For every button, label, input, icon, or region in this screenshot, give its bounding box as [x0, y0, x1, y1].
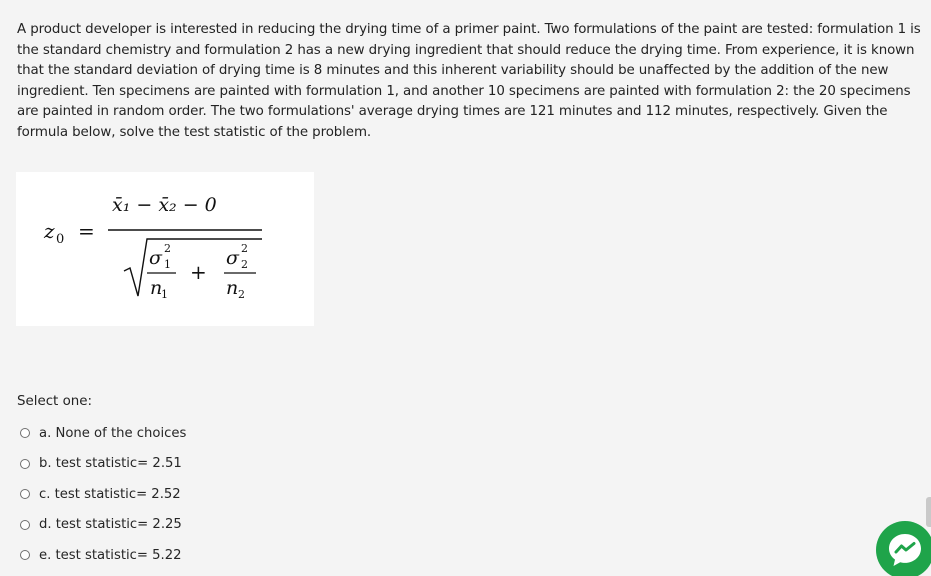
formula-sigma-2: σ — [226, 247, 239, 269]
formula-sigma-2-sub: 2 — [241, 258, 248, 271]
formula-numerator: x̄₁ − x̄₂ − 0 — [112, 194, 217, 216]
option-label[interactable]: d. test statistic= 2.25 — [39, 517, 182, 533]
scrollbar-handle[interactable] — [926, 497, 931, 527]
formula-image — [16, 172, 314, 326]
option-c[interactable] — [20, 479, 186, 510]
radio-unchecked-icon[interactable] — [20, 428, 30, 438]
option-label[interactable]: c. test statistic= 2.52 — [39, 486, 181, 502]
option-label[interactable]: a. None of the choices — [39, 425, 187, 441]
option-label[interactable]: e. test statistic= 5.22 — [39, 547, 182, 563]
radio-unchecked-icon[interactable] — [20, 520, 30, 530]
formula-sigma-1: σ — [149, 247, 162, 269]
formula-equals: = — [78, 219, 95, 243]
question-text: A product developer is interested in reducing the drying time of a primer paint. Two formulations of the paint are tested: formulation 1 is the standard chemistry and formulation 2 has a new drying ingredient that should reduce the drying time. From experience, it is known that the standard deviation of drying time is 8 minutes and this inherent variability should be unaffected by the addition of the new ingredient. Ten specimens are painted with formulation 1, and another 10 specimens are painted with formulation 2: the 20 specimens are painted in random order. The two formulations' average drying times are 121 minutes and 112 minutes, respectively. Given the formula below, solve the test statistic of the problem. — [17, 22, 921, 140]
option-label[interactable]: b. test statistic= 2.51 — [39, 456, 182, 472]
radio-unchecked-icon[interactable] — [20, 459, 30, 469]
answer-options — [20, 418, 186, 571]
option-b[interactable] — [20, 449, 186, 480]
formula-lhs-sub: 0 — [56, 232, 65, 247]
formula-n-1: n — [150, 277, 163, 299]
option-d[interactable] — [20, 510, 186, 541]
formula-sigma-1-sub: 1 — [164, 258, 171, 271]
formula-plus: + — [190, 260, 207, 284]
formula-n-2: n — [226, 277, 239, 299]
radio-unchecked-icon[interactable] — [20, 489, 30, 499]
option-e[interactable] — [20, 540, 186, 571]
test-statistic-formula — [16, 172, 314, 326]
select-one-label: Select one: — [17, 394, 92, 409]
formula-n-1-sub: 1 — [161, 288, 168, 301]
formula-sigma-1-sup: 2 — [164, 242, 171, 255]
formula-lhs: z — [44, 219, 55, 243]
radio-unchecked-icon[interactable] — [20, 550, 30, 560]
option-a[interactable] — [20, 418, 186, 449]
formula-sigma-2-sup: 2 — [241, 242, 248, 255]
chat-button[interactable] — [876, 521, 931, 576]
formula-n-2-sub: 2 — [238, 288, 245, 301]
chat-bubble-icon — [885, 530, 925, 570]
